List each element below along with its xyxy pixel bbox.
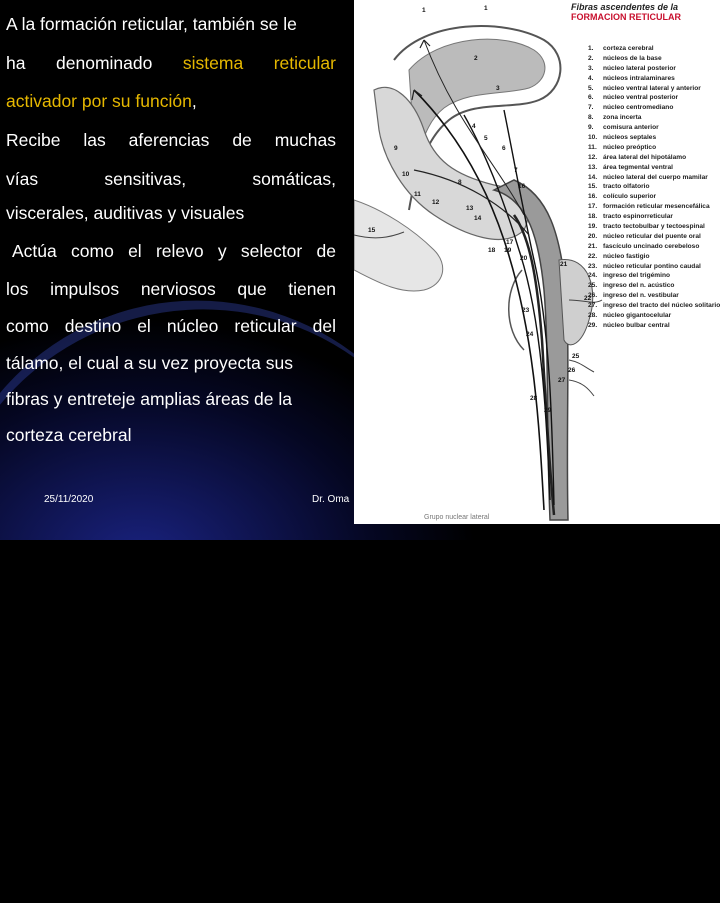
diagram-label: 1 <box>422 7 426 14</box>
legend-number: 3. <box>588 64 594 72</box>
diagram-label: 21 <box>560 261 568 268</box>
legend-number: 27. <box>588 302 598 310</box>
legend-label: núcleo gigantocelular <box>603 312 672 320</box>
p1-line2 <box>6 55 336 73</box>
legend-item <box>588 281 720 291</box>
legend-label: núcleo ventral posterior <box>603 94 679 102</box>
legend-label: núcleo bulbar central <box>603 321 670 329</box>
legend-label: formación reticular mesencefálica <box>603 203 710 211</box>
p3-line6: corteza cerebral <box>6 425 132 445</box>
legend-label: núcleo preóptico <box>603 143 657 151</box>
p1-line3-tail: , <box>191 91 197 111</box>
legend-item <box>588 143 720 153</box>
figure-subtitle: FORMACION RETICULAR <box>571 12 681 22</box>
p3-word: tienen <box>288 279 336 299</box>
legend-label: colículo superior <box>603 193 657 201</box>
legend-label: ingreso del n. vestibular <box>603 292 679 300</box>
p2-line3: viscerales, auditivas y visuales <box>6 203 245 223</box>
legend-number: 24. <box>588 272 598 280</box>
legend-number: 20. <box>588 232 598 240</box>
figure-title: Fibras ascendentes de la <box>571 2 679 12</box>
legend-label: núcleos intralaminares <box>603 74 675 82</box>
legend-number: 12. <box>588 153 598 161</box>
legend-item <box>588 64 720 74</box>
diagram-label: 5 <box>484 135 488 142</box>
p3-line2 <box>6 281 336 299</box>
fiber <box>464 115 550 500</box>
legend-item <box>588 321 720 331</box>
legend-item <box>588 54 720 64</box>
legend-item <box>588 133 720 143</box>
legend-number: 11. <box>588 143 597 151</box>
p3-word: nerviosos <box>140 279 216 299</box>
p3-word: Actúa <box>12 241 57 261</box>
diagram-label: 7 <box>514 167 518 174</box>
p3-word: que <box>237 279 267 299</box>
legend-number: 4. <box>588 74 594 82</box>
legend-label: núcleo centromediano <box>603 104 674 112</box>
legend-item <box>588 153 720 163</box>
legend-label: área tegmental ventral <box>603 163 673 171</box>
diagram-label: 10 <box>402 171 410 178</box>
legend-number: 1. <box>588 45 594 52</box>
legend-number: 7. <box>588 104 594 112</box>
legend-label: área lateral del hipotálamo <box>603 153 687 161</box>
legend-number: 26. <box>588 292 598 300</box>
legend-label: tracto olfatorio <box>603 183 650 191</box>
p2-word: aferencias <box>128 130 210 150</box>
legend-item <box>588 222 720 232</box>
diagram-label: 15 <box>368 227 376 234</box>
legend-number: 5. <box>588 84 594 92</box>
diagram-label: 18 <box>488 247 496 254</box>
p2-word: muchas <box>274 130 336 150</box>
p3-word: y <box>217 241 227 261</box>
legend-number: 16. <box>588 193 598 201</box>
diagram-label: 6 <box>502 145 506 152</box>
p2-word: somáticas, <box>252 169 336 189</box>
legend-item <box>588 202 720 212</box>
legend-label: núcleo fastigio <box>603 252 650 260</box>
legend-number: 10. <box>588 134 598 142</box>
diagram-label: 27 <box>558 377 566 384</box>
legend-item <box>588 271 720 281</box>
diagram-label: 8 <box>458 179 462 186</box>
legend-number: 15. <box>588 183 598 191</box>
p2-line2 <box>6 171 336 189</box>
legend-label: comisura anterior <box>603 124 659 132</box>
diagram-label: 26 <box>568 367 576 374</box>
legend-label: núcleo reticular del puente oral <box>603 232 701 240</box>
diagram-label: 25 <box>572 353 580 360</box>
p3-word: reticular <box>234 316 297 336</box>
p3-line4: tálamo, el cual a su vez proyecta sus <box>6 353 293 373</box>
p3-word: núcleo <box>166 316 219 336</box>
figure-caption: Grupo nuclear lateral <box>424 514 490 521</box>
legend-number: 8. <box>588 114 594 122</box>
legend-label: núcleo lateral del cuerpo mamilar <box>603 173 708 181</box>
p3-word: de <box>316 241 336 261</box>
diagram-label: 14 <box>474 215 482 222</box>
legend-item <box>588 242 720 252</box>
diagram-label: 23 <box>522 307 530 314</box>
p1-word: ha <box>6 53 26 73</box>
legend-item <box>588 113 720 123</box>
p1-accent-word: reticular <box>273 53 336 73</box>
legend-item <box>588 93 720 103</box>
footer-author: Dr. Oma <box>312 494 350 505</box>
legend-item <box>588 301 720 311</box>
diagram-label: 16 <box>518 183 526 190</box>
reticular-formation-figure <box>354 0 720 524</box>
diagram-label: 4 <box>472 123 476 130</box>
legend-item <box>588 163 720 173</box>
p1-line1: A la formación reticular, también se le <box>6 14 297 34</box>
p2-word: vías <box>6 169 39 189</box>
p3-word: el <box>137 316 151 336</box>
legend-label: ingreso del trigémino <box>603 272 671 280</box>
legend-number: 29. <box>588 321 598 329</box>
legend-number: 21. <box>588 242 598 250</box>
p3-line3 <box>6 318 336 336</box>
diagram-label: 11 <box>414 191 421 198</box>
legend-label: núcleo reticular pontino caudal <box>603 262 701 270</box>
legend-item <box>588 291 720 301</box>
diagram-label: 1 <box>484 5 488 12</box>
p1-line3 <box>6 93 197 111</box>
legend-number: 25. <box>588 282 598 290</box>
legend-number: 28. <box>588 312 598 320</box>
figure-legend <box>588 44 720 331</box>
p3-word: del <box>312 316 336 336</box>
legend-label: ingreso del tracto del núcleo solitario <box>603 302 720 310</box>
p3-word: los <box>6 279 29 299</box>
legend-label: núcleos septales <box>603 134 657 142</box>
p3-word: destino <box>64 316 122 336</box>
diagram-label: 24 <box>526 331 534 338</box>
p3-word: como <box>6 316 49 336</box>
legend-item <box>588 173 720 183</box>
legend-item <box>588 103 720 113</box>
diagram-label: 29 <box>544 407 552 414</box>
p3-word: el <box>128 241 142 261</box>
legend-number: 6. <box>588 94 594 102</box>
legend-number: 22. <box>588 252 598 260</box>
p3-word: relevo <box>155 241 204 261</box>
p2-word: las <box>83 130 106 150</box>
legend-item <box>588 252 720 262</box>
p3-word: selector <box>240 241 303 261</box>
p1-accent-phrase: activador por su función <box>6 91 192 111</box>
diagram-label: 22 <box>584 295 592 302</box>
diagram-label: 2 <box>474 55 478 62</box>
diagram-label: 9 <box>394 145 398 152</box>
legend-number: 9. <box>588 124 594 132</box>
p3-word: como <box>71 241 114 261</box>
legend-item <box>588 84 720 94</box>
p3-line5: fibras y entreteje amplias áreas de la <box>6 389 292 409</box>
legend-item <box>588 311 720 321</box>
p1-accent-word: sistema <box>182 53 244 73</box>
legend-number: 13. <box>588 163 598 171</box>
diagram-label: 12 <box>432 199 440 206</box>
legend-number: 23. <box>588 262 598 270</box>
hypothalamus-region <box>354 200 443 291</box>
legend-number: 19. <box>588 223 598 231</box>
legend-number: 17. <box>588 203 598 211</box>
p3-line1 <box>12 243 336 261</box>
legend-item <box>588 182 720 192</box>
legend-item <box>588 74 720 84</box>
diagram-label: 17 <box>506 239 514 246</box>
legend-item <box>588 123 720 133</box>
footer-date: 25/11/2020 <box>44 494 94 505</box>
legend-item <box>588 44 720 54</box>
legend-item <box>588 192 720 202</box>
nerve <box>569 380 594 396</box>
legend-label: ingreso del n. acústico <box>603 282 675 290</box>
diagram-label: 20 <box>520 255 528 262</box>
legend-label: núcleos de la base <box>603 54 662 62</box>
p2-word: de <box>232 130 252 150</box>
p1-word: denominado <box>56 53 153 73</box>
legend-number: 14. <box>588 173 598 181</box>
legend-label: tracto espinorreticular <box>603 213 673 221</box>
diagram-label: 19 <box>504 247 512 254</box>
legend-item <box>588 212 720 222</box>
legend-number: 2. <box>588 54 594 62</box>
legend-label: zona incerta <box>603 114 642 122</box>
legend-item <box>588 262 720 272</box>
legend-number: 18. <box>588 213 598 221</box>
diagram-label: 3 <box>496 85 500 92</box>
diagram-label: 13 <box>466 205 474 212</box>
p3-word: impulsos <box>50 279 120 299</box>
diagram-label: 28 <box>530 395 538 402</box>
p2-line1 <box>6 132 336 150</box>
legend-item <box>588 232 720 242</box>
legend-label: corteza cerebral <box>603 45 654 52</box>
p2-word: sensitivas, <box>104 169 187 189</box>
legend-label: fascículo uncinado cerebeloso <box>603 242 700 250</box>
legend-label: tracto tectobulbar y tectoespinal <box>603 223 705 231</box>
legend-label: núcleo lateral posterior <box>603 64 676 72</box>
legend-label: núcleo ventral lateral y anterior <box>603 84 701 92</box>
p2-word: Recibe <box>6 130 61 150</box>
